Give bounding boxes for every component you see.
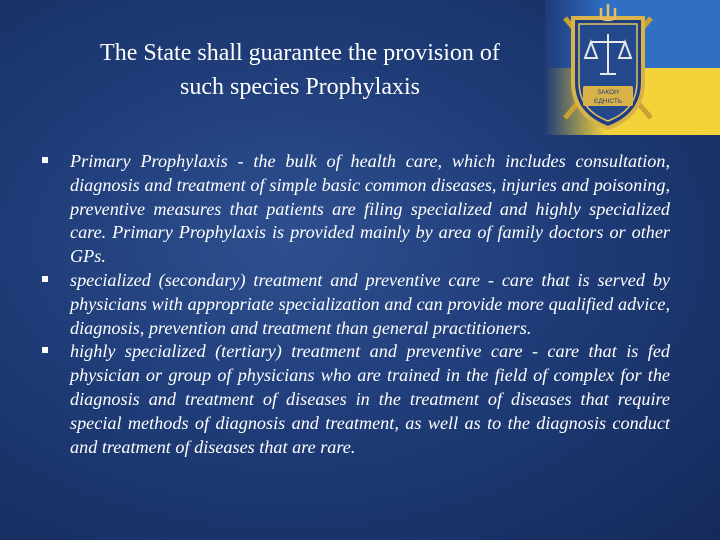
ribbon-text-line1: ЗАКОН <box>597 89 619 96</box>
bullet-item <box>42 340 670 459</box>
ribbon-text-line2: ЄДНІСТЬ <box>593 98 623 105</box>
slide-title-line1: The State shall guarantee the provision of <box>100 40 500 66</box>
bullet-text: Primary Prophylaxis - the bulk of health care, which includes consultation, diagnosis and treatment of simple basic common diseases, injuries and poisoning, preventive measures that patients are filing specialized and highly specialized care. Primary Prophylaxis is provided mainly by area of family doctors or other GPs. <box>70 151 670 267</box>
square-bullet-icon <box>42 347 48 353</box>
square-bullet-icon <box>42 276 48 282</box>
bullet-list <box>42 150 670 459</box>
slide-title-line2: such species Prophylaxis <box>180 74 420 100</box>
bullet-item <box>42 269 670 340</box>
slide-title <box>20 36 580 104</box>
bullet-item <box>42 150 670 269</box>
justice-emblem-icon <box>545 0 720 135</box>
square-bullet-icon <box>42 157 48 163</box>
bullet-text: highly specialized (tertiary) treatment and preventive care - care that is fed physician or group of physicians who are trained in the field of complex for the diagnosis and treatment of diseases in the treatment of diseases that require special methods of diagnosis and treatment, as well as to the diagnosis conduct and treatment of diseases that are rare. <box>70 341 670 457</box>
bullet-text: specialized (secondary) treatment and preventive care - care that is served by physicians with appropriate specialization and can provide more qualified advice, diagnosis, prevention and treatment than general practitioners. <box>70 269 670 338</box>
